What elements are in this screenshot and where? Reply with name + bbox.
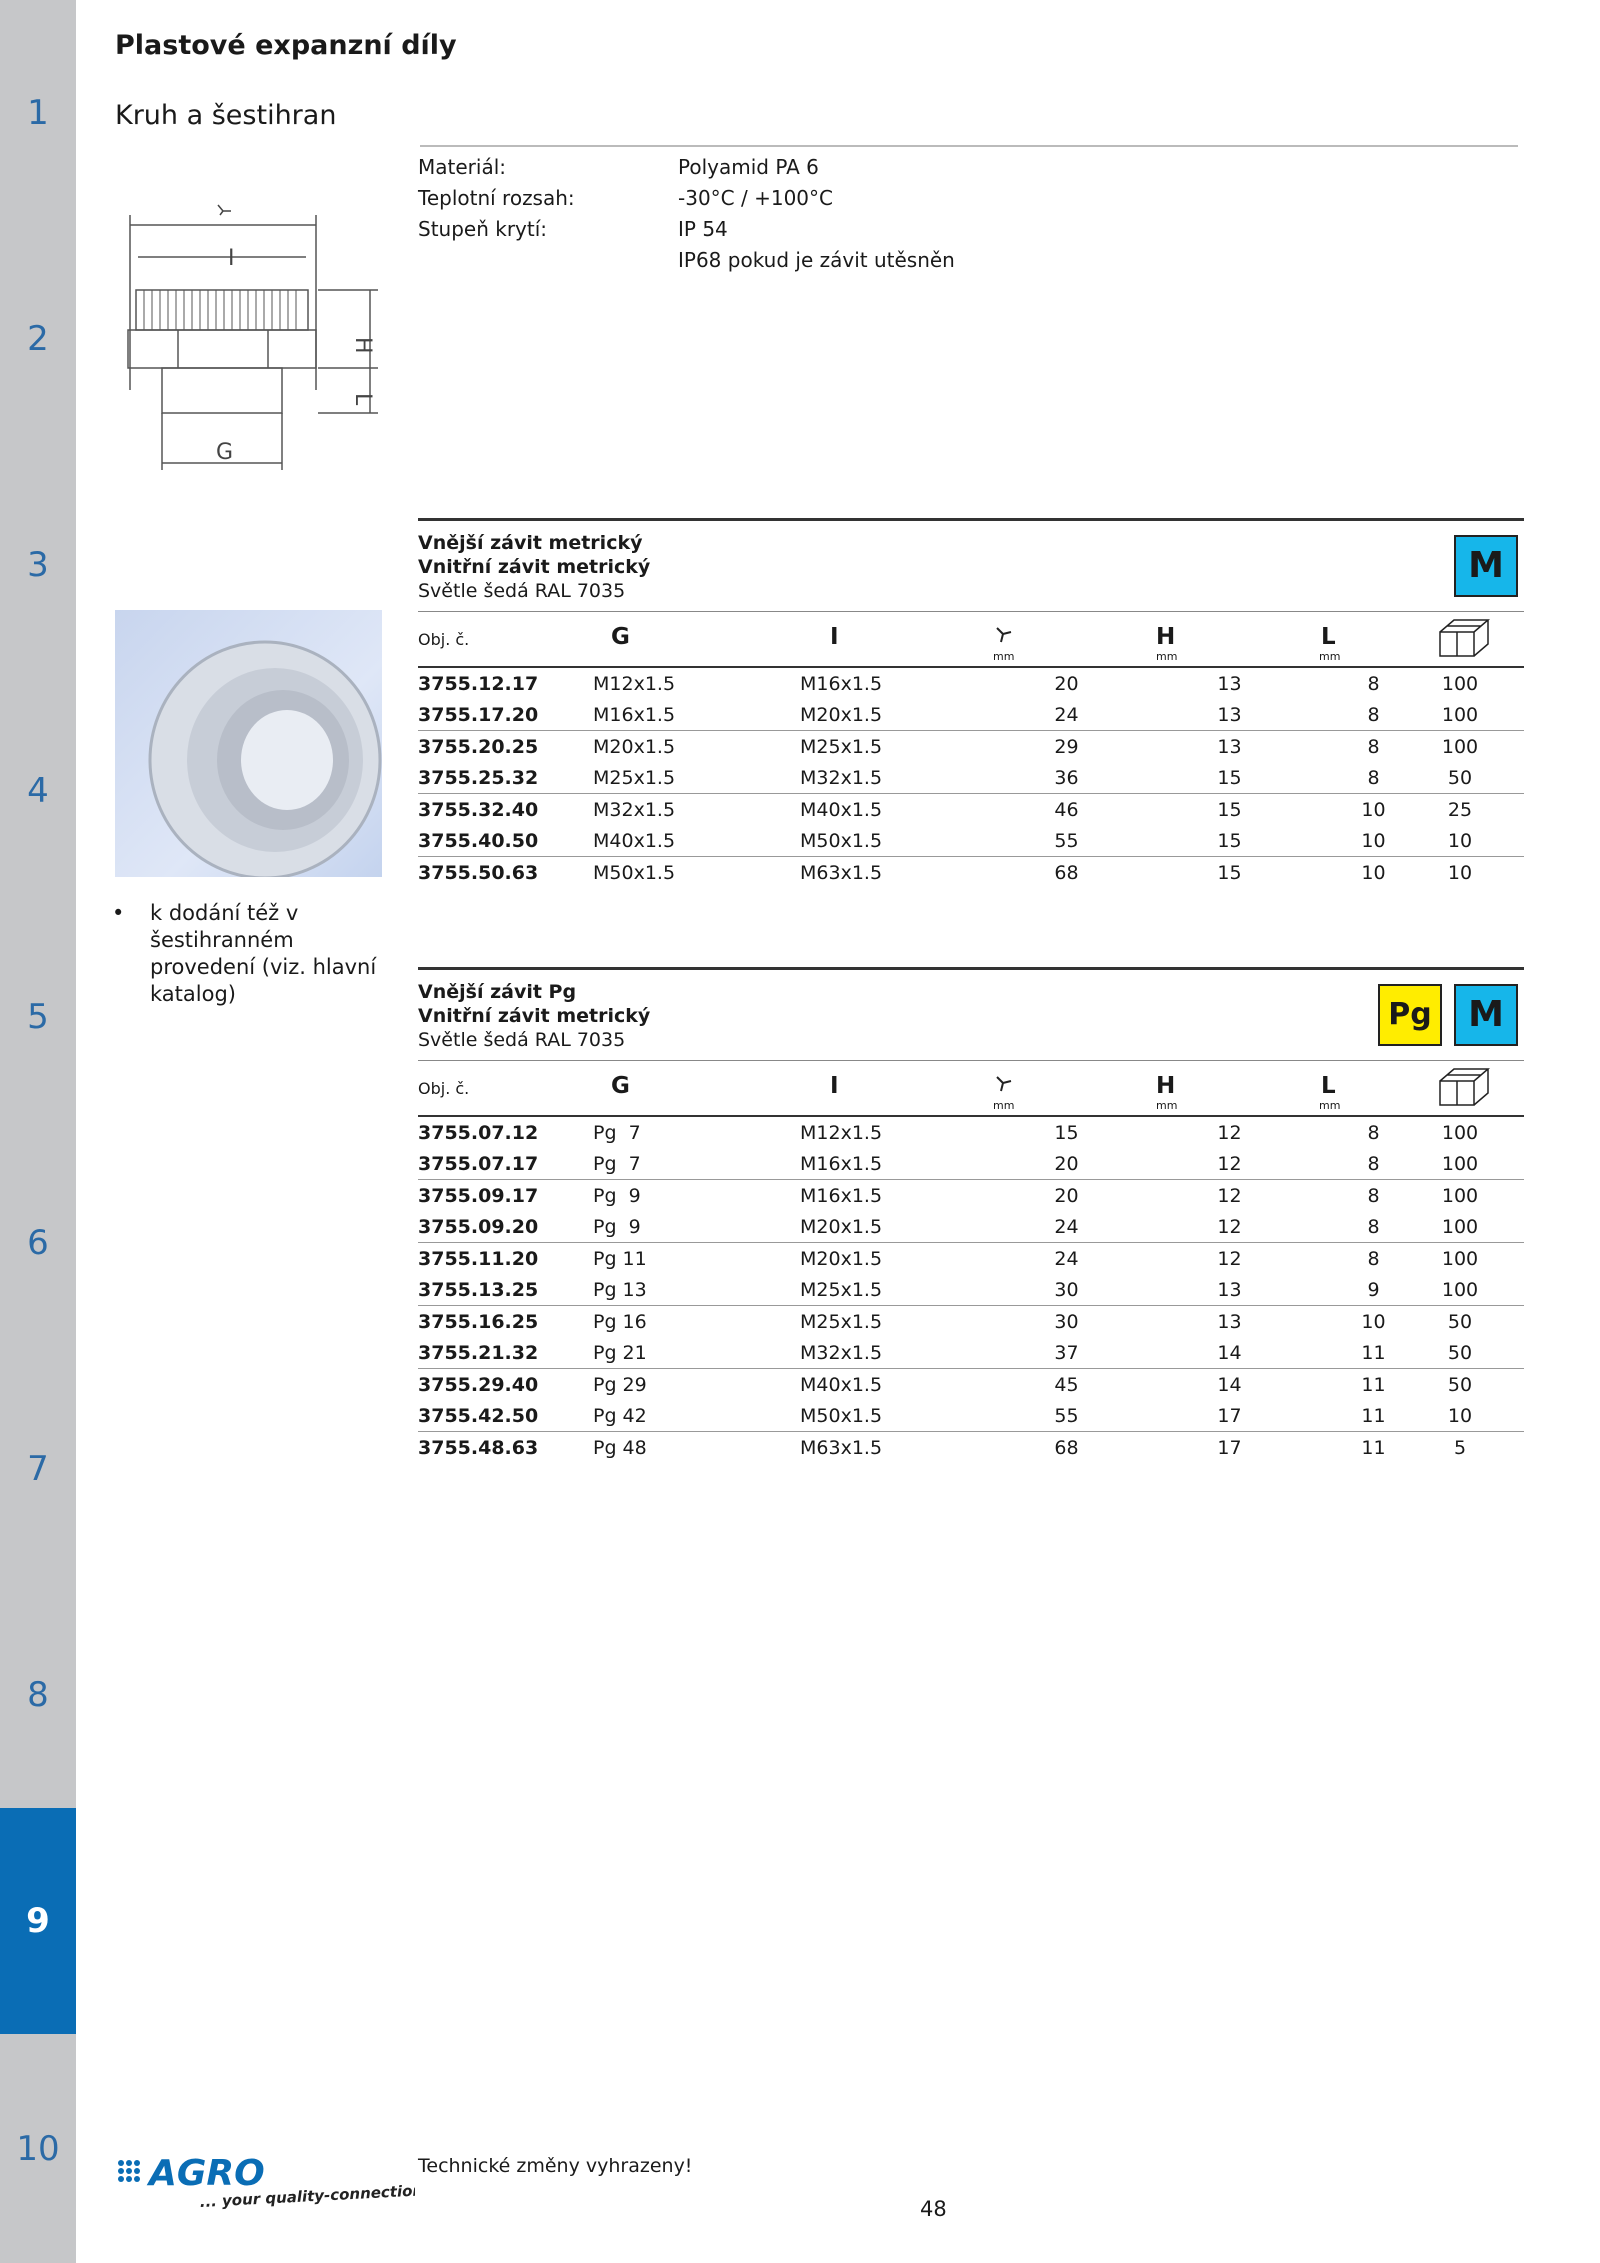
table-cell: M40x1.5 — [593, 829, 676, 852]
table-cell: Pg 9 — [593, 1215, 641, 1238]
chapter-tab-9[interactable]: 9 — [0, 1808, 76, 2036]
table-cell: 5 — [1436, 1432, 1524, 1464]
table-cell: 10 — [1447, 1404, 1473, 1427]
table-cell: M16x1.5 — [800, 1180, 985, 1212]
dim-label-l: L — [350, 393, 375, 406]
property-key: Stupeň krytí: — [418, 217, 548, 241]
table-cell: 50 — [1447, 766, 1473, 789]
property-value: IP68 pokud je závit utěsněn — [678, 248, 955, 272]
table-cell: M16x1.5 — [800, 1152, 883, 1175]
table-cell: Pg 7 — [593, 1152, 641, 1175]
table-cell: Pg 48 — [593, 1432, 800, 1464]
table-cell: 45 — [985, 1369, 1148, 1401]
table-cell: 15 — [1217, 829, 1242, 852]
table-cell: 30 — [1054, 1278, 1079, 1301]
material-properties — [418, 152, 955, 276]
table-cell: 20 — [1054, 1152, 1079, 1175]
section-line2: Vnitřní závit metrický — [418, 556, 651, 578]
table-section-pg — [418, 967, 1524, 1463]
table-cell: 13 — [1217, 1278, 1242, 1301]
table-cell: 13 — [1217, 703, 1242, 726]
table-row — [418, 1337, 1524, 1369]
table-row — [418, 1274, 1524, 1306]
table-cell: 12 — [1217, 1215, 1242, 1238]
wrench-icon — [993, 1073, 1015, 1101]
unit-mm: mm — [1156, 1099, 1178, 1112]
table-cell: M20x1.5 — [800, 703, 883, 726]
table-cell: 3755.09.17 — [418, 1180, 593, 1212]
table-row — [418, 857, 1524, 889]
unit-mm: mm — [1156, 650, 1178, 663]
table-row — [418, 825, 1524, 857]
table-cell: M40x1.5 — [800, 794, 985, 826]
table-cell: M32x1.5 — [800, 1341, 883, 1364]
table-row — [418, 1117, 1524, 1148]
table-cell: 15 — [1148, 794, 1311, 826]
column-header — [418, 1060, 1524, 1117]
column-header — [418, 611, 1524, 668]
chapter-tab-8[interactable]: 8 — [0, 1582, 76, 1810]
table-cell: 29 — [985, 731, 1148, 763]
page-number: 48 — [920, 2197, 947, 2221]
table-cell: M63x1.5 — [800, 857, 985, 889]
table-cell: 10 — [1361, 829, 1386, 852]
header-divider — [420, 145, 1518, 147]
table-cell: 3755.25.32 — [418, 766, 539, 789]
table-cell: 3755.13.25 — [418, 1278, 539, 1301]
table-cell: 3755.48.63 — [418, 1432, 593, 1464]
table-cell: 37 — [1054, 1341, 1079, 1364]
table-cell: 24 — [985, 1243, 1148, 1275]
table-cell: M63x1.5 — [800, 1432, 985, 1464]
table-cell: M20x1.5 — [593, 731, 800, 763]
table-cell: 3755.12.17 — [418, 672, 539, 695]
table-cell: 10 — [1436, 857, 1524, 889]
unit-mm: mm — [993, 1099, 1015, 1112]
product-photo — [115, 610, 382, 877]
table-cell: M16x1.5 — [593, 703, 676, 726]
section-line1: Vnější závit metrický — [418, 532, 643, 554]
table-cell: 20 — [1054, 672, 1079, 695]
table-cell: 10 — [1311, 1306, 1436, 1338]
table-cell: M12x1.5 — [593, 672, 676, 695]
table-cell: 17 — [1148, 1432, 1311, 1464]
table-cell: 50 — [1436, 1306, 1524, 1338]
table-cell: 15 — [1054, 1121, 1079, 1144]
table-cell: 3755.50.63 — [418, 857, 593, 889]
table-cell: Pg 21 — [593, 1341, 647, 1364]
table-cell: 12 — [1148, 1243, 1311, 1275]
chapter-tab-5[interactable]: 5 — [0, 904, 76, 1132]
table-cell: 3755.17.20 — [418, 703, 539, 726]
table-cell: 100 — [1441, 703, 1479, 726]
table-cell: 8 — [1367, 703, 1380, 726]
table-cell: M25x1.5 — [593, 766, 676, 789]
col-i: I — [830, 624, 839, 650]
col-h: H — [1156, 624, 1176, 650]
unit-mm: mm — [993, 650, 1015, 663]
logo-tagline: ... your quality-connection! — [199, 2180, 415, 2211]
table-cell: 46 — [985, 794, 1148, 826]
chapter-tab-6[interactable]: 6 — [0, 1130, 76, 1358]
table-cell: 14 — [1217, 1341, 1242, 1364]
table-cell: 100 — [1436, 1243, 1524, 1275]
table-cell: 36 — [1054, 766, 1079, 789]
wrench-icon — [218, 205, 231, 215]
table-cell: 8 — [1311, 1243, 1436, 1275]
chapter-tab-3[interactable]: 3 — [0, 452, 76, 680]
table-row — [418, 1369, 1524, 1401]
table-cell: 100 — [1436, 731, 1524, 763]
table-cell: 13 — [1217, 672, 1242, 695]
table-cell: 13 — [1148, 1306, 1311, 1338]
table-cell: M32x1.5 — [593, 794, 800, 826]
col-obj: Obj. č. — [418, 1079, 470, 1098]
chapter-tab-2[interactable]: 2 — [0, 226, 76, 454]
table-row — [418, 668, 1524, 699]
dim-label-i: I — [228, 246, 235, 271]
table-cell: 15 — [1148, 857, 1311, 889]
table-cell: 8 — [1367, 1215, 1380, 1238]
table-cell: 15 — [1217, 766, 1242, 789]
unit-mm: mm — [1319, 650, 1341, 663]
table-row — [418, 1432, 1524, 1464]
table-cell: M12x1.5 — [800, 1121, 883, 1144]
table-row — [418, 1148, 1524, 1180]
table-cell: 8 — [1311, 1180, 1436, 1212]
table-row — [418, 1243, 1524, 1275]
section-line2: Vnitřní závit metrický — [418, 1005, 651, 1027]
table-cell: 100 — [1441, 1215, 1479, 1238]
table-cell: 25 — [1436, 794, 1524, 826]
table-cell: 12 — [1217, 1152, 1242, 1175]
property-key: Materiál: — [418, 155, 506, 179]
table-cell: 13 — [1148, 731, 1311, 763]
product-table-pg — [418, 1117, 1524, 1463]
chapter-tab-7[interactable]: 7 — [0, 1356, 76, 1584]
table-cell: 3755.07.17 — [418, 1152, 539, 1175]
badge-pg: Pg — [1378, 984, 1442, 1046]
table-cell: M50x1.5 — [800, 829, 883, 852]
page-title: Plastové expanzní díly — [115, 30, 457, 61]
property-value: -30°C / +100°C — [678, 186, 833, 210]
table-cell: 12 — [1217, 1121, 1242, 1144]
table-cell: M25x1.5 — [800, 731, 985, 763]
table-row — [418, 731, 1524, 763]
table-cell: 100 — [1441, 672, 1479, 695]
table-cell: 17 — [1217, 1404, 1242, 1427]
table-cell: 12 — [1148, 1180, 1311, 1212]
col-l: L — [1321, 624, 1336, 650]
table-row — [418, 1306, 1524, 1338]
section-line1: Vnější závit Pg — [418, 981, 577, 1003]
dim-label-h: H — [350, 337, 375, 354]
badge-m: M — [1454, 535, 1518, 597]
table-cell: M25x1.5 — [800, 1306, 985, 1338]
table-cell: 3755.07.12 — [418, 1121, 539, 1144]
page-subtitle: Kruh a šestihran — [115, 100, 337, 131]
chapter-sidebar — [0, 0, 76, 2263]
table-cell: M20x1.5 — [800, 1243, 985, 1275]
col-obj: Obj. č. — [418, 630, 470, 649]
table-row — [418, 1211, 1524, 1243]
table-row — [418, 794, 1524, 826]
table-cell: Pg 7 — [593, 1121, 641, 1144]
table-cell: 3755.32.40 — [418, 794, 593, 826]
table-cell: M40x1.5 — [800, 1369, 985, 1401]
table-cell: M20x1.5 — [800, 1215, 883, 1238]
table-cell: Pg 42 — [593, 1404, 647, 1427]
col-g: G — [611, 624, 630, 650]
package-icon — [1438, 618, 1494, 664]
table-cell: 9 — [1367, 1278, 1380, 1301]
chapter-tab-10[interactable]: 10 — [0, 2034, 76, 2263]
table-cell: 3755.29.40 — [418, 1369, 593, 1401]
table-cell: 20 — [985, 1180, 1148, 1212]
product-table-metric — [418, 668, 1524, 888]
section-line3: Světle šedá RAL 7035 — [418, 580, 626, 602]
table-cell: 3755.16.25 — [418, 1306, 593, 1338]
table-cell: 50 — [1447, 1341, 1473, 1364]
chapter-tab-4[interactable]: 4 — [0, 678, 76, 906]
table-cell: Pg 11 — [593, 1243, 800, 1275]
table-cell: 3755.40.50 — [418, 829, 539, 852]
section-line3: Světle šedá RAL 7035 — [418, 1029, 626, 1051]
property-value: IP 54 — [678, 217, 728, 241]
table-cell: 10 — [1311, 794, 1436, 826]
availability-note — [112, 900, 390, 1008]
table-cell: 3755.42.50 — [418, 1404, 539, 1427]
property-key — [418, 245, 678, 276]
table-cell: M16x1.5 — [800, 672, 883, 695]
chapter-tab-1[interactable]: 1 — [0, 0, 76, 228]
property-value: Polyamid PA 6 — [678, 155, 819, 179]
unit-mm: mm — [1319, 1099, 1341, 1112]
table-cell: 8 — [1367, 766, 1380, 789]
table-cell: 8 — [1367, 1121, 1380, 1144]
table-cell: 14 — [1148, 1369, 1311, 1401]
table-cell: M32x1.5 — [800, 766, 883, 789]
table-cell: 24 — [1054, 703, 1079, 726]
dim-label-g: G — [216, 440, 234, 465]
table-row — [418, 1180, 1524, 1212]
col-i: I — [830, 1073, 839, 1099]
footer-note: Technické změny vyhrazeny! — [418, 2155, 693, 2177]
table-cell: 55 — [1054, 829, 1079, 852]
note-text: k dodání též v šestihranném provedení (viz. hlavní katalog) — [150, 901, 377, 1006]
table-row — [418, 1400, 1524, 1432]
package-icon — [1438, 1067, 1494, 1113]
table-cell: 100 — [1441, 1152, 1479, 1175]
table-row — [418, 762, 1524, 794]
table-cell: 3755.20.25 — [418, 731, 593, 763]
table-cell: 3755.09.20 — [418, 1215, 539, 1238]
table-cell: 68 — [985, 857, 1148, 889]
table-cell: 3755.21.32 — [418, 1341, 539, 1364]
table-cell: 11 — [1311, 1432, 1436, 1464]
table-cell: Pg 9 — [593, 1180, 800, 1212]
table-cell: 8 — [1311, 731, 1436, 763]
table-cell: 55 — [1054, 1404, 1079, 1427]
table-cell: Pg 13 — [593, 1278, 647, 1301]
table-section-metric — [418, 518, 1524, 888]
table-cell: 3755.11.20 — [418, 1243, 593, 1275]
table-cell: Pg 16 — [593, 1306, 800, 1338]
wrench-icon — [993, 624, 1015, 652]
table-cell: 100 — [1436, 1180, 1524, 1212]
table-cell: 8 — [1367, 672, 1380, 695]
table-cell: M25x1.5 — [800, 1278, 883, 1301]
table-cell: 10 — [1447, 829, 1473, 852]
table-cell: M50x1.5 — [593, 857, 800, 889]
table-cell: 10 — [1311, 857, 1436, 889]
table-cell: 50 — [1436, 1369, 1524, 1401]
technical-drawing — [118, 195, 388, 480]
table-cell: 100 — [1441, 1121, 1479, 1144]
table-cell: 24 — [1054, 1215, 1079, 1238]
col-g: G — [611, 1073, 630, 1099]
table-cell: 68 — [985, 1432, 1148, 1464]
table-cell: 11 — [1311, 1369, 1436, 1401]
table-row — [418, 699, 1524, 731]
table-cell: 100 — [1441, 1278, 1479, 1301]
table-cell: 11 — [1361, 1341, 1386, 1364]
col-h: H — [1156, 1073, 1176, 1099]
table-cell: 30 — [985, 1306, 1148, 1338]
property-key: Teplotní rozsah: — [418, 186, 575, 210]
table-cell: 11 — [1361, 1404, 1386, 1427]
logo-text: AGRO — [149, 2155, 265, 2194]
badge-m: M — [1454, 984, 1518, 1046]
table-cell: Pg 29 — [593, 1369, 800, 1401]
agro-logo — [115, 2155, 415, 2225]
table-cell: 8 — [1367, 1152, 1380, 1175]
table-cell: M50x1.5 — [800, 1404, 883, 1427]
note-bullet: • — [112, 901, 125, 925]
col-l: L — [1321, 1073, 1336, 1099]
